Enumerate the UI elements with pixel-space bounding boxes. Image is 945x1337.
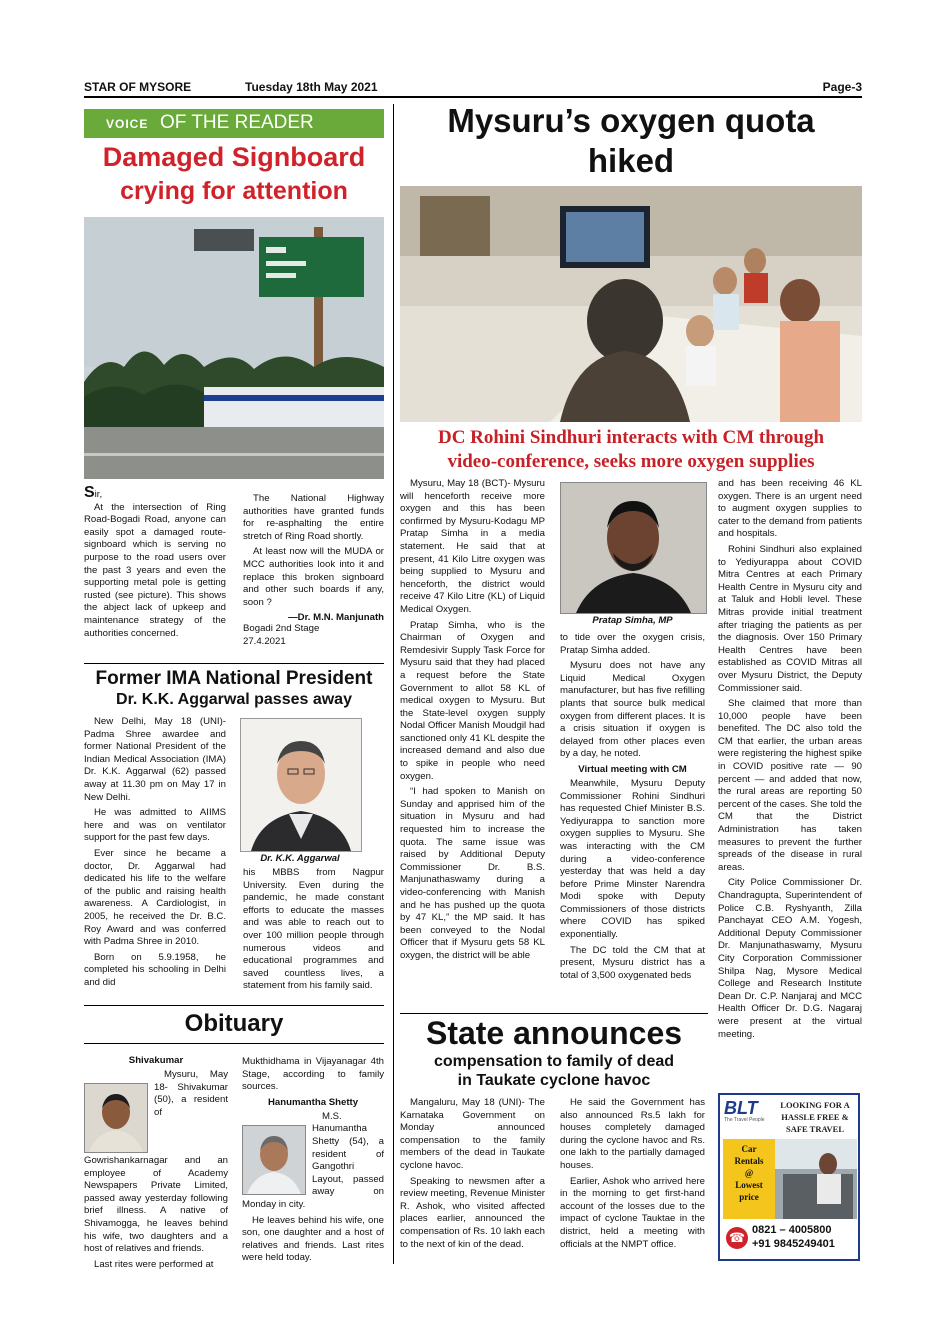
obituary-text-2b: He leaves behind his wife, one son, one daughter and a host of relatives and friends. Last rites were held today.: [242, 1214, 384, 1264]
hanumantha-portrait: [243, 1126, 305, 1194]
voice-banner-big: OF THE READER: [160, 112, 314, 133]
ad-logo: [724, 1099, 770, 1123]
ad-offer-5: price: [739, 1192, 759, 1202]
oxygen-paragraph: and has been receiving 46 KL oxygen. There is an urgent need to augment oxygen supplies to cater to the demand from patients and hospitals.: [718, 478, 862, 540]
masthead-rule: [84, 96, 862, 98]
obituary-text-1: Mysuru, May 18- Shivakumar (50), a resident of Gowrishankarnagar and an employee of Academy Newspapers Private Limited, passed away yesterday following brief illness. A native of Shivamogga, he leaves behind his wife, two daughters and a host of relatives and friends.: [84, 1069, 228, 1255]
column-divider: [393, 104, 394, 1264]
pratap-simha-caption: Pratap Simha, MP: [592, 615, 673, 626]
ad-tagline-2: HASSLE FREE &: [781, 1112, 849, 1122]
ad-tagline-1: LOOKING FOR A: [780, 1100, 850, 1110]
voice-headline-line-2: crying for attention: [120, 177, 348, 205]
state-headline-line-2: compensation to family of dead: [433, 1053, 675, 1070]
state-col-1: [400, 1097, 545, 1254]
obituary-name-1: Shivakumar: [128, 1055, 184, 1066]
obituary-top-rule: [84, 1005, 384, 1006]
oxygen-paragraph: Pratap Simha, who is the Chairman of Oxygen and Remdesivir Supply Task Force for Mysuru said that they had placed a request before the State Government to allot 58 KL of medical oxygen to Mysuru. But the State-level oxygen supply Nodal Officer Manish Moudgil had sanctioned only 41 KL despite the increased demand and also due to spike in people who need oxygen.: [400, 619, 545, 782]
aggarwal-portrait: [241, 719, 361, 851]
obituary-heading-rule: [84, 1043, 384, 1044]
issue-date: Tuesday 18th May 2021: [245, 80, 378, 94]
voice-bottom-rule: [84, 663, 384, 664]
oxygen-paragraph: She claimed that more than 10,000 people have been benefited. The DC also told the CM that earlier, the urban areas were registering the highest spike in COVID positive rate — 90 percent — and added that now, the rural areas are reporting 50 percent of the cases. She told the CM that the District Administration has taken measures to prevent the further spreads of the disease in rural areas.: [718, 698, 862, 873]
state-paragraph: Speaking to newsmen after a review meeting, Revenue Minister R. Ashok, who visited affected places earlier, announced the compensation of Rs. 10 lakh each to the next of kin of the dead.: [400, 1175, 545, 1250]
voice-paragraph-1: At the intersection of Ring Road-Bogadi Road, anyone can easily spot a damaged route-signboard which is serving no purpose to the road users over the past 3 years and even the supporting metal pole is getting rusted (see picture). This shows the abject lack of upkeep and maintenance strategy of the authorities concerned.: [84, 501, 226, 639]
ad-offer: [723, 1139, 775, 1219]
ad-offer-1: Car: [741, 1144, 757, 1154]
oxygen-col-2: [560, 632, 705, 985]
ima-paragraph: He was admitted to AIIMS here and was on ventilator support for the past few days.: [84, 807, 226, 844]
voice-letter-col-1: [84, 484, 226, 643]
state-headline: [400, 1014, 708, 1090]
ad-offer-4: Lowest: [735, 1180, 763, 1190]
ima-col-1: [84, 716, 226, 992]
ad-phone-2[interactable]: +91 9845249401: [752, 1238, 835, 1250]
page-number: Page-3: [822, 80, 862, 94]
obituary-text-1b: Last rites were performed at: [94, 1258, 214, 1270]
pratap-simha-photo: [560, 482, 707, 614]
obituary-col-2: [242, 1056, 384, 1268]
signboard-photo: [84, 217, 384, 479]
voice-paragraph-3: At least now will the MUDA or MCC authorities look into it and replace this broken signboard and other such boards if any, soon ?: [243, 546, 384, 608]
voice-opening: [84, 484, 226, 502]
voice-headline: [84, 140, 384, 208]
oxygen-paragraph: City Police Commissioner Dr. Chandragupta, Superintendent of Police C.B. Ryshyanth, Zilla Panchayat CEO A.M. Yogesh, Additional Deputy Commissioner Dr. Manjunathaswamy, Mysuru City Corporation Commissioner Shilpa Nag, Mysore Medical College and Research Institute Dean Dr. C.P. Nanjaraj and MCC Health Officer Dr. D.G. Nagaraj were present at the virtual meeting.: [718, 877, 862, 1040]
voice-salutation: ir,: [94, 489, 103, 500]
ima-headline: [84, 667, 384, 710]
signboard-photo-art: [84, 217, 384, 479]
voice-drop-cap: S: [84, 484, 95, 501]
oxygen-paragraph: Rohini Sindhuri also explained to Yediyurappa about COVID Mitra Centres at each Primary Health Centre in Mysuru city and at Taluk and Hobli level. These Mitras provide initial treatment after triaging the patients as per the diagnosis. Over 150 Primary Health Centres have been established as COVID Mitras all over Mysuru District, the Deputy Commissioner said.: [718, 543, 862, 694]
ima-paragraph: New Delhi, May 18 (UNI)- Padma Shree awardee and former National President of the Indian Medical Association (IMA) Dr. K.K. Aggarwal (62) passed away at 11.30 pm on May 17 in New Delhi.: [84, 716, 226, 803]
oxygen-paragraph: Mysuru, May 18 (BCT)- Mysuru will henceforth receive more oxygen and this has been confirmed by Mysuru-Kodagu MP Pratap Simha in a media statement. He said that at present, 41 Kilo Litre oxygen was being supplied to Mysuru and henceforth, the district would receive 47 Kilo Litre (KL) of Liquid Medical Oxygen.: [400, 478, 545, 615]
ad-logo-text: BLT: [724, 1098, 758, 1118]
masthead: [84, 80, 862, 94]
hanumantha-photo: [242, 1125, 306, 1195]
shivakumar-portrait: [85, 1084, 147, 1152]
car-rental-ad[interactable]: [718, 1093, 860, 1261]
voice-banner: [84, 109, 384, 138]
oxygen-col-3: [718, 478, 862, 1044]
ad-phone-1[interactable]: 0821 – 4005800: [752, 1224, 832, 1236]
ima-headline-line-2: Dr. K.K. Aggarwal passes away: [116, 691, 352, 708]
video-conference-photo: [400, 186, 862, 422]
oxygen-paragraph: Meanwhile, Mysuru Deputy Commissioner Rohini Sindhuri has requested Chief Minister B.S. Yediyurappa to sanction more oxygen supplies to Mysuru. She was interacting with the CM during a video-conference yesterday that was held a day before Prime Minster Narendra Modi spoke with Deputy Commissioners of those districts where COVID has spiked exponentially.: [560, 777, 705, 941]
state-paragraph: He said the Government has also announced Rs.5 lakh for houses completely damaged during the cyclone havoc and Rs. one lakh to the partially damaged houses.: [560, 1097, 705, 1171]
oxygen-photo-caption: [400, 426, 862, 474]
ad-phones: [752, 1223, 860, 1251]
obituary-text-1c: Mukthidhama in Vijayanagar 4th Stage, according to family sources.: [242, 1056, 384, 1093]
oxygen-col-1: [400, 478, 545, 966]
ad-offer-3: @: [744, 1168, 754, 1178]
obituary-col-1: [84, 1053, 228, 1274]
oxygen-paragraph: to tide over the oxygen crisis, Pratap Simha added.: [560, 632, 705, 656]
voice-letter-col-2: [243, 493, 384, 649]
ima-paragraph: Born on 5.9.1958, he completed his schooling in Delhi and did: [84, 951, 226, 988]
voice-address: Bogadi 2nd Stage: [243, 623, 320, 635]
obituary-heading: Obituary: [184, 1010, 284, 1037]
oxygen-subhead: Virtual meeting with CM: [578, 763, 687, 775]
ima-headline-line-1: Former IMA National President: [95, 668, 373, 689]
voice-letter-date: 27.4.2021: [243, 635, 286, 647]
voice-signature: —Dr. M.N. Manjunath: [288, 612, 384, 624]
oxygen-paragraph: Mysuru does not have any Liquid Medical Oxygen manufacturer, but has five refilling plants that source bulk medical oxygen from different places. It is a crisis situation if oxygen is delayed from other places even by a day, he noted.: [560, 660, 705, 760]
ad-offer-2: Rentals: [734, 1156, 764, 1166]
state-paragraph: Mangaluru, May 18 (UNI)- The Karnataka Government on Monday announced compensation to the family members of the dead in Taukate cyclone havoc.: [400, 1097, 545, 1171]
oxygen-headline-line-1: Mysuru’s oxygen quota hiked: [447, 102, 815, 179]
pratap-simha-portrait: [561, 483, 706, 613]
ad-tagline-3: SAFE TRAVEL: [785, 1124, 845, 1134]
ima-paragraph: Ever since he became a doctor, Dr. Aggarwal had dedicated his life to the welfare of the public and raising health awareness. A Cardiologist, in 2005, he received the Dr. B.C. Roy Award and was conferred with Padma Shree in 2010.: [84, 847, 226, 948]
video-conference-art: [400, 186, 862, 422]
state-headline-line-1: State announces: [425, 1015, 683, 1051]
paper-name: STAR OF MYSORE: [84, 80, 192, 94]
ad-tagline: [772, 1099, 858, 1135]
ima-col-2: [243, 867, 384, 996]
ima-paragraph: his MBBS from Nagpur University. Even during the pandemic, he made constant efforts to educate the masses and was able to reach out to over 100 million people through numerous videos and educational programmes and saved countless lives, a statement from his family said.: [243, 867, 384, 992]
state-col-2: [560, 1097, 705, 1254]
voice-paragraph-2: The National Highway authorities have granted funds for re-asphalting the entire stretch of Ring Road shortly.: [243, 493, 384, 542]
oxygen-paragraph: “I had spoken to Manish on Sunday and apprised him of the situation in Mysuru and had requested him to increase the quota. The same issue was raised by Additional Deputy Commissioner Dr. B.S. Manjunathaswamy during a video-conferencing with Manish and he has pushed up the quota by 47 KL,” the MP said. It has been conveyed to the Nodal Officer that if Mysuru gets 58 KL oxygen, the district will be able: [400, 786, 545, 961]
aggarwal-caption: Dr. K.K. Aggarwal: [260, 853, 340, 864]
voice-headline-line-1: Damaged Signboard: [102, 142, 366, 172]
ad-photo: [723, 1139, 857, 1219]
state-paragraph: Earlier, Ashok who arrived here in the morning to get first-hand account of the losses due to the impact of cyclone Tauktae in the district, held a meeting with officials at the NMPT office.: [560, 1175, 705, 1250]
aggarwal-photo: [240, 718, 362, 852]
oxygen-photo-caption-1: DC Rohini Sindhuri interacts with CM through: [437, 427, 825, 448]
obituary-text-2: M.S. Hanumantha Shetty (54), a resident of Gangothri Layout, passed away on Monday in city.: [242, 1110, 384, 1210]
obituary-name-2: Hanumantha Shetty: [267, 1096, 359, 1108]
oxygen-photo-caption-2: video-conference, seeks more oxygen supplies: [447, 451, 815, 472]
oxygen-paragraph: The DC told the CM that at present, Mysuru district has a total of 3,500 oxygenated beds: [560, 944, 705, 981]
phone-icon: ☎: [726, 1227, 748, 1249]
shivakumar-photo: [84, 1083, 148, 1153]
state-headline-line-3: in Taukate cyclone havoc: [457, 1072, 651, 1089]
ad-logo-tag: The Travel People: [724, 1117, 765, 1123]
voice-banner-small: VOICE: [106, 117, 149, 131]
